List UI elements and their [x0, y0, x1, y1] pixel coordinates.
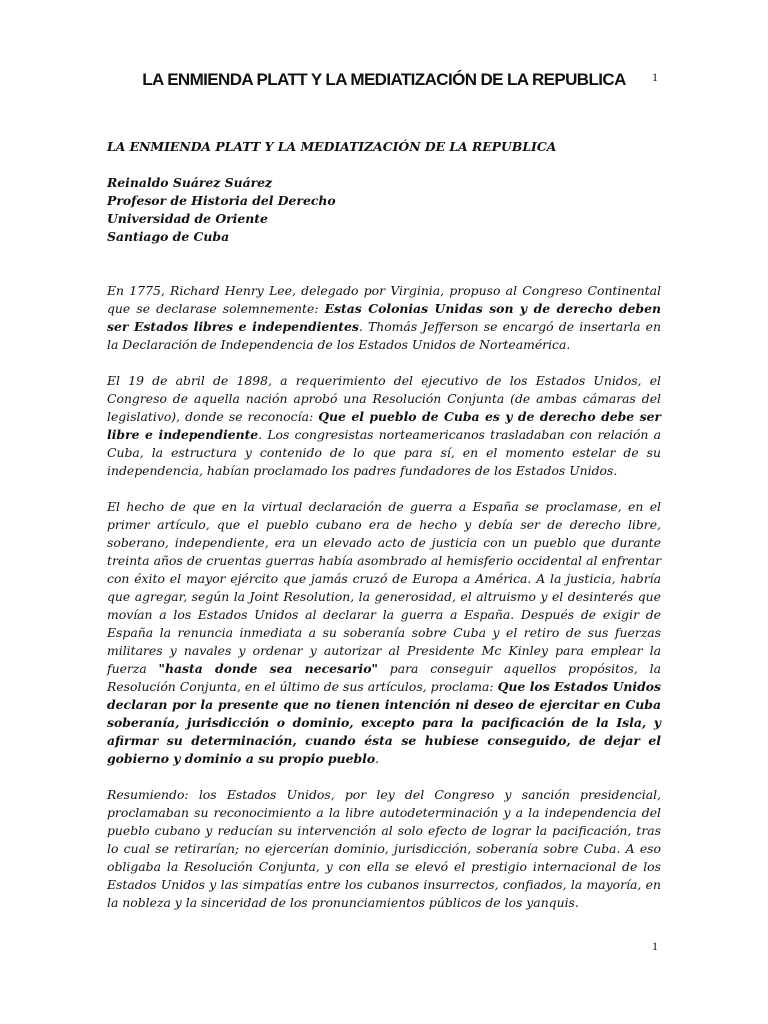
author-location: Santiago de Cuba [107, 229, 230, 244]
paragraph-3-quote-2: Que los Estados Unidos declaran por la presente que no tienen intención ni deseo de ejercitar en Cuba soberanía, jurisdicción o dominio, excepto para la pacificación de la Isla, y afirmar su determinación, cuando ésta se hubiese conseguido, de dejar el gobierno y dominio a su propio pueblo [107, 679, 662, 766]
paragraph-1-text-c: . Thomás Jefferson se encargó de insertarla en la Declaración de Independencia de los Estados Unidos de Norteamérica. [107, 319, 661, 352]
paragraph-2-quote: Que el pueblo de Cuba es y de derecho debe ser libre e independiente [107, 409, 661, 442]
paragraph-3-text-a: El hecho de que en la virtual declaración de guerra a España se proclamase, en el primer artículo, que el pueblo cubano era de hecho y debía ser de derecho libre, soberano, independiente, era un elevado acto de justicia con un pueblo que durante treinta años de cruentas guerras había asombrado al hemisferio occidental al enfrentar con éxito el mayor ejército que jamás cruzó de Europa a América. A la justicia, habría que agregar, según la Joint Resolution, la generosidad, el altruismo y el desinterés que movían a los Estados Unidos al declarar la guerra a España. Después de exigir de España la renuncia inmediata a su soberanía sobre Cuba y el retiro de sus fuerzas militares y navales y ordenar y autorizar al Presidente Mc Kinley para emplear la fuerza [107, 499, 661, 676]
paragraph-2-text-a: El 19 de abril de 1898, a requerimiento del ejecutivo de los Estados Unidos, el Congreso de aquella nación aprobó una Resolución Conjunta (de ambas cámaras del legislativo), donde se reconocía: [107, 373, 661, 424]
paragraph-2 [107, 372, 661, 480]
paragraph-1 [107, 282, 661, 354]
paragraph-3-quote-1: "hasta donde sea necesario" [158, 661, 378, 676]
running-header-title: LA ENMIENDA PLATT Y LA MEDIATIZACIÓN DE LA REPUBLICA [142, 70, 626, 89]
author-block [107, 174, 661, 246]
author-institution: Universidad de Oriente [107, 211, 268, 226]
author-name: Reinaldo Suárez Suárez [107, 175, 273, 190]
paragraph-1-text-a: En 1775, Richard Henry Lee, delegado por Virginia, propuso al Congreso Continental que se declarase solemnemente: [107, 283, 661, 316]
paragraph-3-text-e: . [375, 751, 380, 766]
author-position: Profesor de Historia del Derecho [107, 193, 336, 208]
paragraph-4: Resumiendo: los Estados Unidos, por ley del Congreso y sanción presidencial, proclamaban su reconocimiento a la libre autodeterminación y a la independencia del pueblo cubano y reducían su intervención al solo efecto de lograr la pacificación, tras lo cual se retirarían; no ejercerían dominio, jurisdicción, soberanía sobre Cuba. A eso obligaba la Resolución Conjunta, y con ella se elevó el prestigio internacional de los Estados Unidos y las simpatías entre los cubanos insurrectos, confiados, la mayoría, en la nobleza y la sinceridad de los pronunciamientos públicos de los yanquis. [107, 787, 661, 910]
paragraph-1-quote: Estas Colonias Unidas son y de derecho deben ser Estados libres e independientes [107, 301, 661, 334]
paragraph-3 [107, 498, 661, 768]
page-number-top: 1 [652, 70, 658, 84]
document-body [107, 138, 661, 930]
document-title: LA ENMIENDA PLATT Y LA MEDIATIZACIÓN DE LA REPUBLICA [107, 139, 557, 154]
page-number-bottom: 1 [652, 939, 658, 953]
paragraph-2-text-c: . Los congresistas norteamericanos trasladaban con relación a Cuba, la estructura y contenido de lo que para sí, en el momento estelar de su independencia, habían proclamado los padres fundadores de los Estados Unidos. [107, 427, 661, 478]
paragraph-3-text-c: para conseguir aquellos propósitos, la Resolución Conjunta, en el último de sus artículos, proclama: [107, 661, 661, 694]
